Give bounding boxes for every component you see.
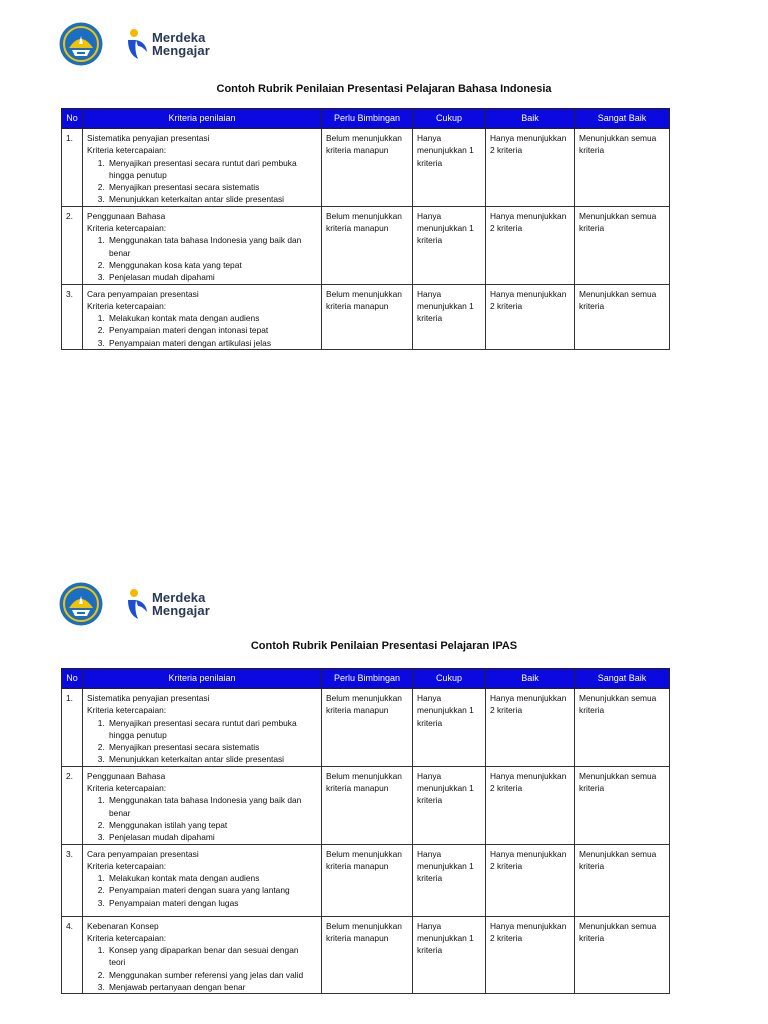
cukup-cell: Hanya menunjukkan 1 kriteria (413, 766, 486, 844)
baik-cell: Hanya menunjukkan 2 kriteria (486, 689, 575, 767)
criterion-cell (83, 844, 322, 916)
indicator-item: 1. Menyajikan presentasi secara runtut dari pembuka hingga penutup (107, 157, 317, 182)
baik-cell: Hanya menunjukkan 2 kriteria (486, 206, 575, 284)
row-number: 2. (62, 206, 83, 284)
indicator-list (87, 717, 317, 766)
table-row (62, 284, 670, 349)
sangat-baik-cell: Menunjukkan semua kriteria (575, 916, 670, 994)
criterion-title: Kebenaran Konsep (87, 920, 159, 931)
brand-line-2: Mengajar (152, 43, 210, 58)
criterion-title: Cara penyampaian presentasi (87, 288, 199, 299)
indicator-item: 1. Konsep yang dipaparkan benar dan sesuai dengan teori (107, 944, 317, 969)
sangat-baik-cell: Menunjukkan semua kriteria (575, 129, 670, 207)
cukup-cell: Hanya menunjukkan 1 kriteria (413, 206, 486, 284)
perlu-bimbingan-cell: Belum menunjukkan kriteria manapun (322, 129, 413, 207)
col-header-sangat-baik: Sangat Baik (575, 669, 670, 689)
row-number: 1. (62, 689, 83, 767)
col-header-baik: Baik (486, 669, 575, 689)
indicator-item: 2. Penyampaian materi dengan suara yang lantang (107, 884, 317, 896)
tut-wuri-handayani-logo (59, 582, 103, 626)
row-number: 3. (62, 844, 83, 916)
col-header-baik: Baik (486, 109, 575, 129)
brand-line-2: Mengajar (152, 603, 210, 618)
perlu-bimbingan-cell: Belum menunjukkan kriteria manapun (322, 689, 413, 767)
criterion-subtitle: Kriteria ketercapaian: (87, 145, 167, 156)
indicator-list (87, 234, 317, 283)
table-row (62, 206, 670, 284)
baik-cell: Hanya menunjukkan 2 kriteria (486, 844, 575, 916)
criterion-cell (83, 689, 322, 767)
indicator-item: 2. Menyajikan presentasi secara sistematis (107, 181, 317, 193)
indicator-item: 1. Melakukan kontak mata dengan audiens (107, 872, 317, 884)
table-header-row (62, 109, 670, 129)
indicator-item: 1. Melakukan kontak mata dengan audiens (107, 312, 317, 324)
merdeka-mengajar-logo (124, 588, 234, 622)
criterion-subtitle: Kriteria ketercapaian: (87, 223, 167, 234)
table-row (62, 689, 670, 767)
col-header-no: No (62, 109, 83, 129)
brand-line-1: Merdeka (152, 590, 206, 605)
indicator-item: 2. Penyampaian materi dengan intonasi tepat (107, 324, 317, 336)
sangat-baik-cell: Menunjukkan semua kriteria (575, 766, 670, 844)
criterion-subtitle: Kriteria ketercapaian: (87, 932, 167, 943)
indicator-list (87, 944, 317, 993)
indicator-item: 3. Penyampaian materi dengan lugas (107, 897, 317, 909)
criterion-title: Penggunaan Bahasa (87, 770, 166, 781)
table-header-row (62, 669, 670, 689)
table-row (62, 844, 670, 916)
indicator-item: 3. Penjelasan mudah dipahami (107, 831, 317, 843)
col-header-perlu-bimbingan: Perlu Bimbingan (322, 669, 413, 689)
brand-line-1: Merdeka (152, 30, 206, 45)
indicator-item: 2. Menggunakan istilah yang tepat (107, 819, 317, 831)
col-header-kriteria: Kriteria penilaian (83, 669, 322, 689)
criterion-cell (83, 206, 322, 284)
criterion-title: Sistematika penyajian presentasi (87, 133, 210, 143)
cukup-cell: Hanya menunjukkan 1 kriteria (413, 129, 486, 207)
indicator-item: 1. Menyajikan presentasi secara runtut dari pembuka hingga penutup (107, 717, 317, 742)
criterion-title: Penggunaan Bahasa (87, 210, 166, 221)
col-header-sangat-baik: Sangat Baik (575, 109, 670, 129)
criterion-cell (83, 766, 322, 844)
perlu-bimbingan-cell: Belum menunjukkan kriteria manapun (322, 916, 413, 994)
perlu-bimbingan-cell: Belum menunjukkan kriteria manapun (322, 844, 413, 916)
col-header-no: No (62, 669, 83, 689)
cukup-cell: Hanya menunjukkan 1 kriteria (413, 689, 486, 767)
col-header-cukup: Cukup (413, 669, 486, 689)
table-row (62, 129, 670, 207)
row-number: 1. (62, 129, 83, 207)
criterion-cell (83, 284, 322, 349)
criterion-subtitle: Kriteria ketercapaian: (87, 860, 167, 871)
indicator-item: 1. Menggunakan tata bahasa Indonesia yang baik dan benar (107, 794, 317, 819)
indicator-list (87, 872, 317, 909)
indicator-item: 2. Menggunakan sumber referensi yang jelas dan valid (107, 969, 317, 981)
table-row (62, 916, 670, 994)
criterion-cell (83, 916, 322, 994)
sangat-baik-cell: Menunjukkan semua kriteria (575, 844, 670, 916)
merdeka-mengajar-mark-icon (124, 28, 150, 62)
indicator-item: 3. Penjelasan mudah dipahami (107, 271, 317, 283)
baik-cell: Hanya menunjukkan 2 kriteria (486, 766, 575, 844)
perlu-bimbingan-cell: Belum menunjukkan kriteria manapun (322, 284, 413, 349)
tut-wuri-handayani-logo (59, 22, 103, 66)
criterion-title: Cara penyampaian presentasi (87, 848, 199, 859)
criterion-subtitle: Kriteria ketercapaian: (87, 705, 167, 716)
cukup-cell: Hanya menunjukkan 1 kriteria (413, 284, 486, 349)
baik-cell: Hanya menunjukkan 2 kriteria (486, 284, 575, 349)
sangat-baik-cell: Menunjukkan semua kriteria (575, 689, 670, 767)
indicator-item: 2. Menggunakan kosa kata yang tepat (107, 259, 317, 271)
baik-cell: Hanya menunjukkan 2 kriteria (486, 916, 575, 994)
indicator-item: 3. Menunjukkan keterkaitan antar slide presentasi (107, 753, 317, 765)
cukup-cell: Hanya menunjukkan 1 kriteria (413, 916, 486, 994)
indicator-item: 2. Menyajikan presentasi secara sistematis (107, 741, 317, 753)
sangat-baik-cell: Menunjukkan semua kriteria (575, 284, 670, 349)
indicator-list (87, 794, 317, 843)
row-number: 4. (62, 916, 83, 994)
criterion-title: Sistematika penyajian presentasi (87, 693, 210, 703)
baik-cell: Hanya menunjukkan 2 kriteria (486, 129, 575, 207)
criterion-cell (83, 129, 322, 207)
merdeka-mengajar-mark-icon (124, 588, 150, 622)
criterion-subtitle: Kriteria ketercapaian: (87, 300, 167, 311)
indicator-list (87, 157, 317, 206)
table-row (62, 766, 670, 844)
indicator-list (87, 312, 317, 349)
indicator-item: 1. Menggunakan tata bahasa Indonesia yang baik dan benar (107, 234, 317, 259)
col-header-cukup: Cukup (413, 109, 486, 129)
merdeka-mengajar-logo (124, 28, 234, 62)
row-number: 3. (62, 284, 83, 349)
rubric-table (61, 108, 670, 350)
indicator-item: 3. Menunjukkan keterkaitan antar slide presentasi (107, 193, 317, 205)
row-number: 2. (62, 766, 83, 844)
criterion-subtitle: Kriteria ketercapaian: (87, 783, 167, 794)
col-header-perlu-bimbingan: Perlu Bimbingan (322, 109, 413, 129)
perlu-bimbingan-cell: Belum menunjukkan kriteria manapun (322, 206, 413, 284)
indicator-item: 3. Menjawab pertanyaan dengan benar (107, 981, 317, 993)
indicator-item: 3. Penyampaian materi dengan artikulasi jelas (107, 337, 317, 349)
col-header-kriteria: Kriteria penilaian (83, 109, 322, 129)
rubric-table (61, 668, 670, 994)
rubric-title: Contoh Rubrik Penilaian Presentasi Pelajaran Bahasa Indonesia (216, 83, 552, 95)
cukup-cell: Hanya menunjukkan 1 kriteria (413, 844, 486, 916)
sangat-baik-cell: Menunjukkan semua kriteria (575, 206, 670, 284)
rubric-title: Contoh Rubrik Penilaian Presentasi Pelajaran IPAS (250, 640, 518, 652)
perlu-bimbingan-cell: Belum menunjukkan kriteria manapun (322, 766, 413, 844)
